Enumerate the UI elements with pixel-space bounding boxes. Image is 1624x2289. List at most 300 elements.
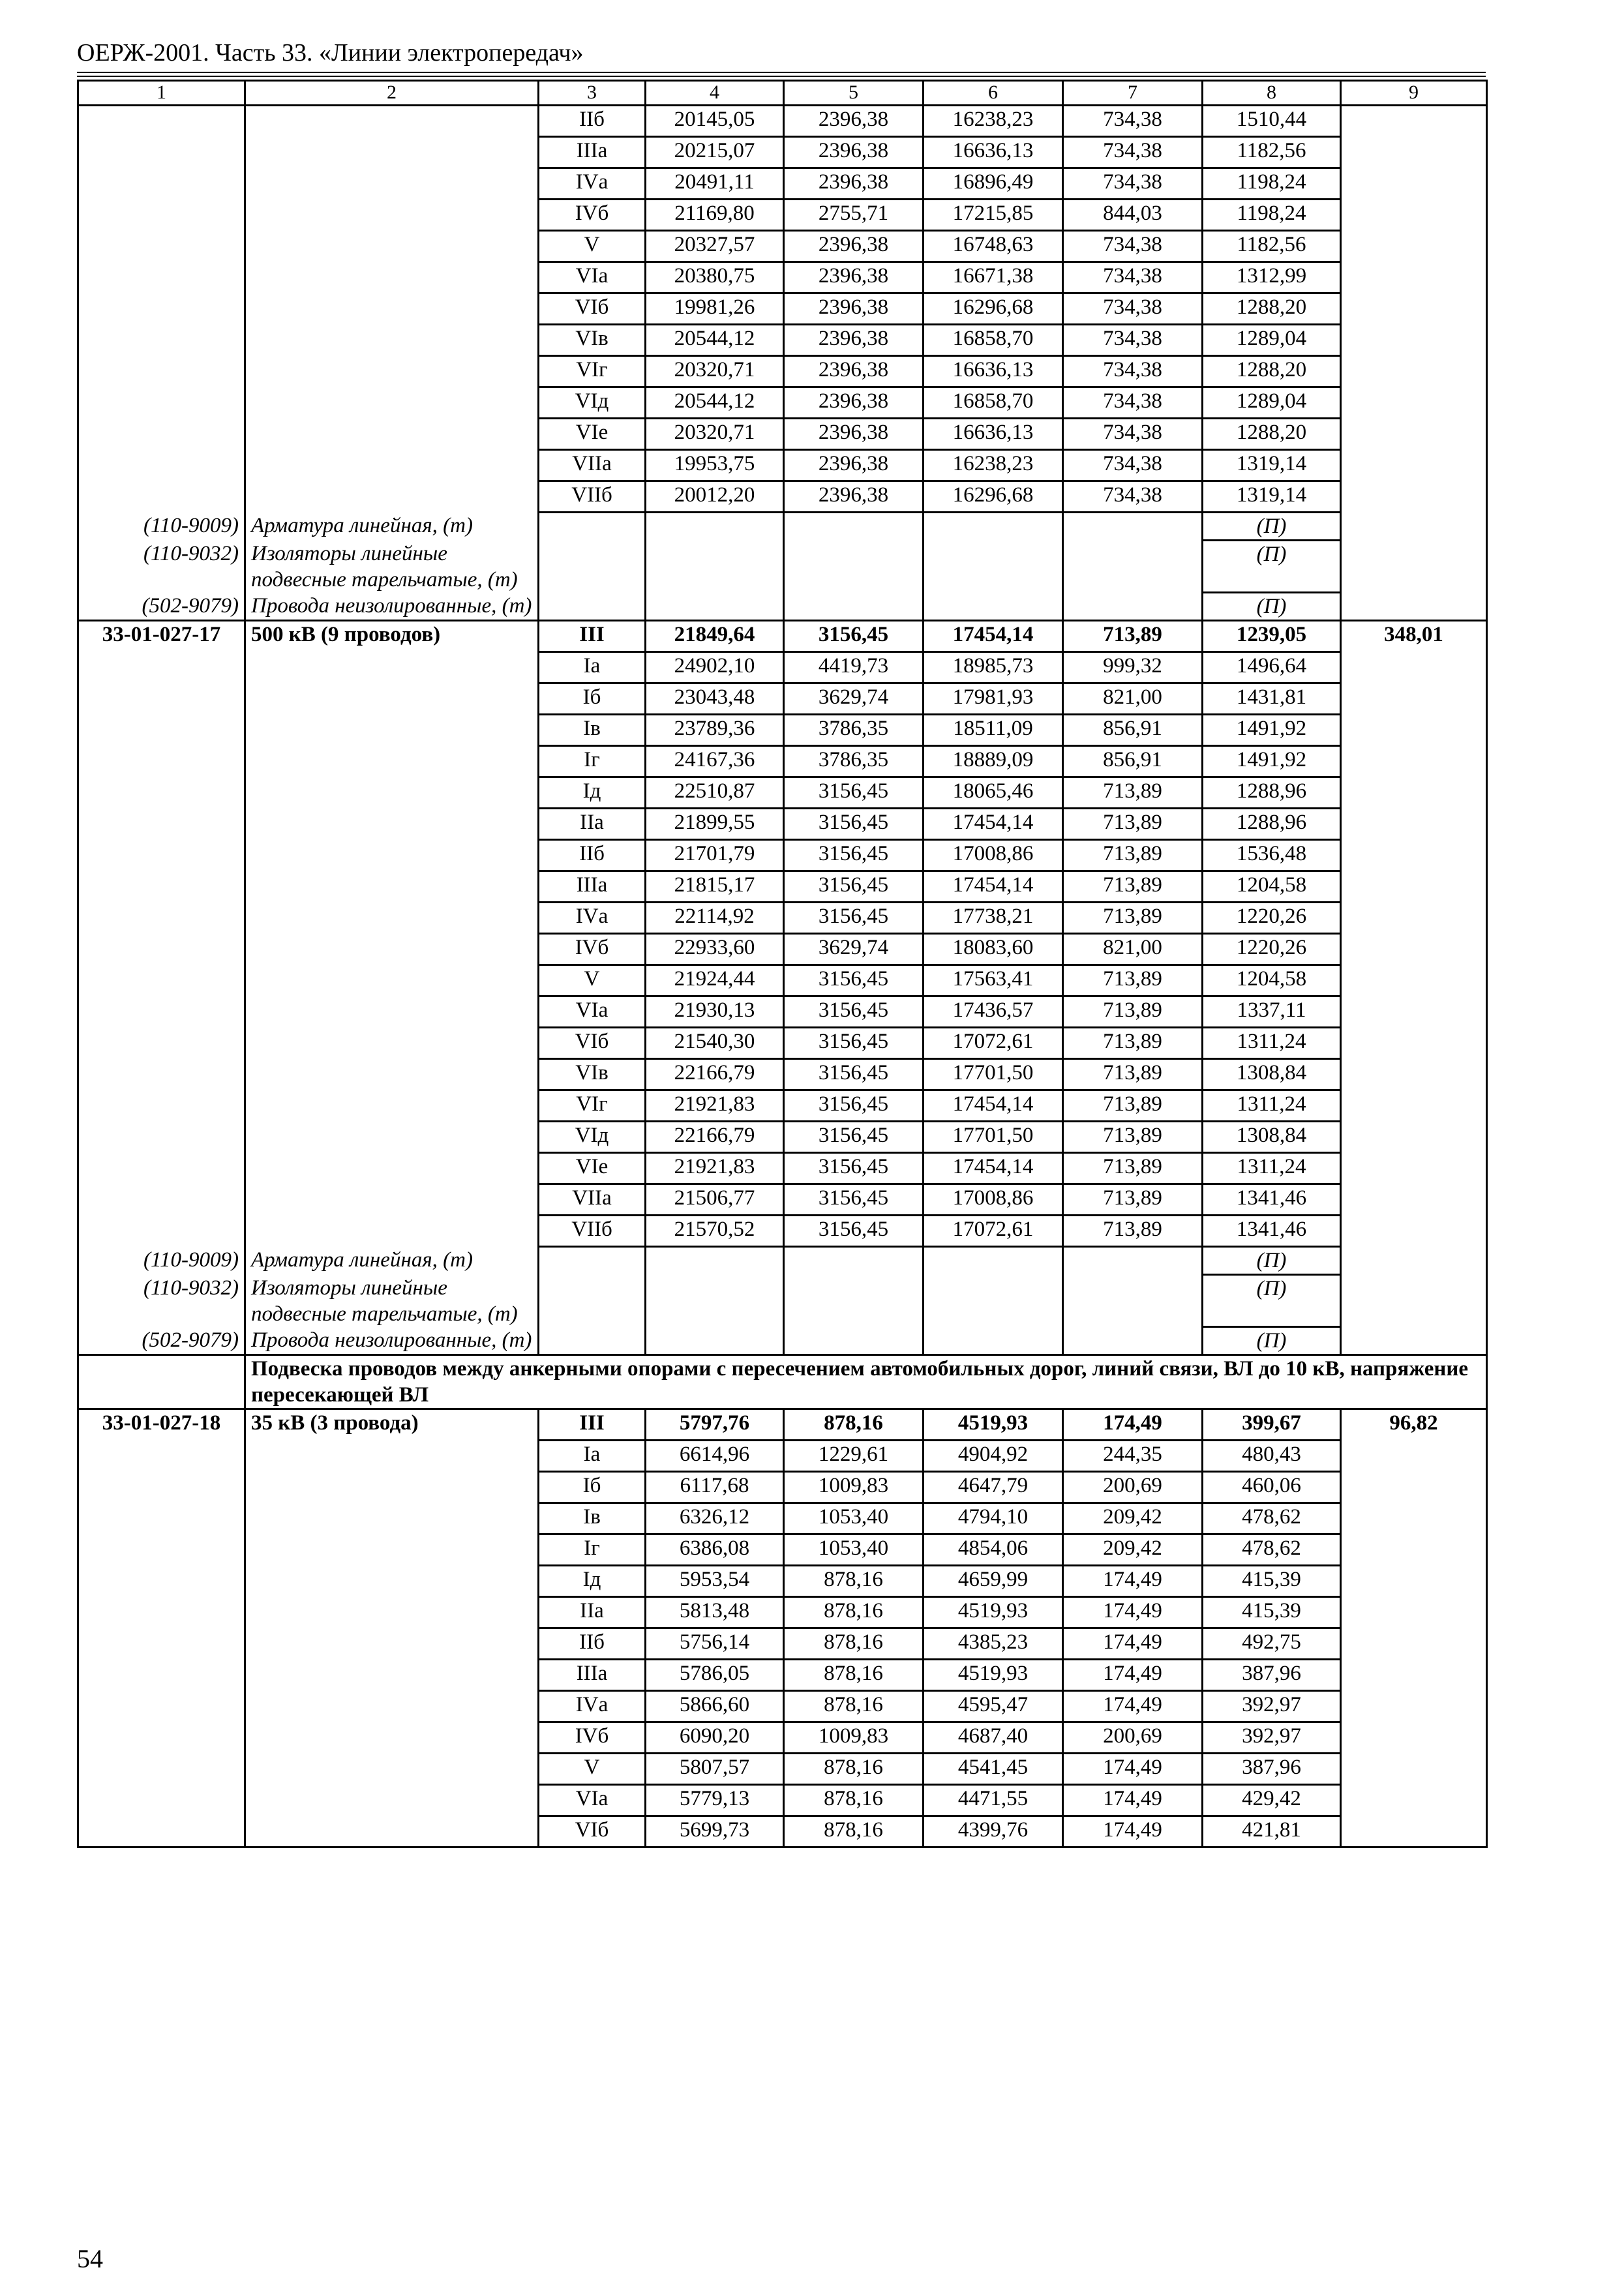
empty-cell bbox=[646, 1327, 784, 1355]
machines-cell: 4854,06 bbox=[924, 1534, 1063, 1566]
machines-cell: 4541,45 bbox=[924, 1754, 1063, 1785]
resource-value: (П) bbox=[1203, 593, 1341, 621]
machinists-wages-cell: 734,38 bbox=[1063, 262, 1203, 293]
zone-cell: VIе bbox=[539, 419, 646, 450]
rate-code bbox=[78, 777, 245, 809]
total-cost-cell: 5699,73 bbox=[646, 1816, 784, 1848]
materials-cell: 1288,20 bbox=[1203, 356, 1341, 387]
rate-name bbox=[245, 419, 539, 450]
wages-cell: 1009,83 bbox=[784, 1722, 924, 1754]
labor-cost-cell bbox=[1341, 200, 1487, 231]
total-cost-cell: 5786,05 bbox=[646, 1660, 784, 1691]
machinists-wages-cell: 174,49 bbox=[1063, 1660, 1203, 1691]
machines-cell: 17701,50 bbox=[924, 1122, 1063, 1153]
machinists-wages-cell: 174,49 bbox=[1063, 1409, 1203, 1441]
zone-cell: IVа bbox=[539, 168, 646, 200]
machinists-wages-cell: 734,38 bbox=[1063, 419, 1203, 450]
rate-name bbox=[245, 1628, 539, 1660]
rate-code bbox=[78, 1816, 245, 1848]
machinists-wages-cell: 734,38 bbox=[1063, 450, 1203, 481]
rate-code bbox=[78, 840, 245, 871]
rate-code bbox=[78, 1184, 245, 1216]
materials-cell: 429,42 bbox=[1203, 1785, 1341, 1816]
labor-cost-cell bbox=[1341, 715, 1487, 746]
wages-cell: 4419,73 bbox=[784, 652, 924, 683]
wages-cell: 2396,38 bbox=[784, 231, 924, 262]
materials-cell: 1510,44 bbox=[1203, 106, 1341, 137]
zone-cell: VIа bbox=[539, 262, 646, 293]
total-cost-cell: 6326,12 bbox=[646, 1503, 784, 1534]
machines-cell: 17072,61 bbox=[924, 1028, 1063, 1059]
labor-cost-cell bbox=[1341, 1566, 1487, 1597]
machines-cell: 4471,55 bbox=[924, 1785, 1063, 1816]
empty-cell bbox=[924, 593, 1063, 621]
zone-cell: VIб bbox=[539, 293, 646, 325]
table-row bbox=[78, 231, 1487, 262]
table-row bbox=[78, 1691, 1487, 1722]
materials-cell: 1311,24 bbox=[1203, 1090, 1341, 1122]
wages-cell: 878,16 bbox=[784, 1785, 924, 1816]
zone-cell: VIг bbox=[539, 356, 646, 387]
column-number-2: 2 bbox=[245, 81, 539, 106]
rate-name bbox=[245, 1566, 539, 1597]
total-cost-cell: 20544,12 bbox=[646, 325, 784, 356]
machines-cell: 17436,57 bbox=[924, 996, 1063, 1028]
wages-cell: 878,16 bbox=[784, 1816, 924, 1848]
total-cost-cell: 22510,87 bbox=[646, 777, 784, 809]
machines-cell: 4519,93 bbox=[924, 1409, 1063, 1441]
resource-name: Арматура линейная, (т) bbox=[245, 1247, 539, 1275]
materials-cell: 1341,46 bbox=[1203, 1216, 1341, 1247]
empty-cell bbox=[924, 1275, 1063, 1327]
empty-cell bbox=[784, 513, 924, 541]
materials-cell: 1288,96 bbox=[1203, 809, 1341, 840]
wages-cell: 3156,45 bbox=[784, 809, 924, 840]
total-cost-cell: 23043,48 bbox=[646, 683, 784, 715]
wages-cell: 3156,45 bbox=[784, 1059, 924, 1090]
machines-cell: 16636,13 bbox=[924, 419, 1063, 450]
machinists-wages-cell: 174,49 bbox=[1063, 1691, 1203, 1722]
wages-cell: 1009,83 bbox=[784, 1472, 924, 1503]
materials-cell: 1319,14 bbox=[1203, 450, 1341, 481]
machines-cell: 16296,68 bbox=[924, 293, 1063, 325]
materials-cell: 1198,24 bbox=[1203, 168, 1341, 200]
machines-cell: 16238,23 bbox=[924, 106, 1063, 137]
materials-cell: 480,43 bbox=[1203, 1441, 1341, 1472]
labor-cost-cell bbox=[1341, 1153, 1487, 1184]
machinists-wages-cell: 713,89 bbox=[1063, 1216, 1203, 1247]
materials-cell: 399,67 bbox=[1203, 1409, 1341, 1441]
column-number-6: 6 bbox=[924, 81, 1063, 106]
rate-code bbox=[78, 996, 245, 1028]
rate-code bbox=[78, 262, 245, 293]
wages-cell: 2755,71 bbox=[784, 200, 924, 231]
empty-cell bbox=[1063, 1247, 1203, 1275]
resource-name: Изоляторы линейные подвесные тарельчатые, (т) bbox=[245, 1275, 539, 1327]
materials-cell: 1288,20 bbox=[1203, 419, 1341, 450]
total-cost-cell: 22166,79 bbox=[646, 1122, 784, 1153]
rate-name bbox=[245, 996, 539, 1028]
zone-cell: III bbox=[539, 621, 646, 652]
table-row bbox=[78, 683, 1487, 715]
machinists-wages-cell: 713,89 bbox=[1063, 903, 1203, 934]
wages-cell: 2396,38 bbox=[784, 137, 924, 168]
zone-cell: IVа bbox=[539, 903, 646, 934]
rate-code bbox=[78, 200, 245, 231]
wages-cell: 3156,45 bbox=[784, 777, 924, 809]
rate-code bbox=[78, 1597, 245, 1628]
total-cost-cell: 21701,79 bbox=[646, 840, 784, 871]
machinists-wages-cell: 734,38 bbox=[1063, 106, 1203, 137]
rate-code bbox=[78, 1441, 245, 1472]
resource-value: (П) bbox=[1203, 1275, 1341, 1327]
rates-table bbox=[77, 80, 1488, 1848]
table-row bbox=[78, 1785, 1487, 1816]
wages-cell: 2396,38 bbox=[784, 481, 924, 513]
labor-cost-cell bbox=[1341, 419, 1487, 450]
total-cost-cell: 22933,60 bbox=[646, 934, 784, 965]
rate-name bbox=[245, 1028, 539, 1059]
rate-name bbox=[245, 1122, 539, 1153]
table-row bbox=[78, 1566, 1487, 1597]
zone-cell: IVб bbox=[539, 1722, 646, 1754]
machines-cell: 4519,93 bbox=[924, 1597, 1063, 1628]
machinists-wages-cell: 713,89 bbox=[1063, 621, 1203, 652]
materials-cell: 1491,92 bbox=[1203, 715, 1341, 746]
wages-cell: 878,16 bbox=[784, 1566, 924, 1597]
zone-cell: IVа bbox=[539, 1691, 646, 1722]
empty-cell bbox=[646, 1247, 784, 1275]
zone-cell: VIг bbox=[539, 1090, 646, 1122]
labor-cost-cell bbox=[1341, 1090, 1487, 1122]
empty-cell bbox=[539, 593, 646, 621]
total-cost-cell: 20215,07 bbox=[646, 137, 784, 168]
total-cost-cell: 6386,08 bbox=[646, 1534, 784, 1566]
zone-cell: IIб bbox=[539, 840, 646, 871]
machines-cell: 4687,40 bbox=[924, 1722, 1063, 1754]
rate-code bbox=[78, 1059, 245, 1090]
machines-cell: 16636,13 bbox=[924, 356, 1063, 387]
machines-cell: 17454,14 bbox=[924, 621, 1063, 652]
table-row bbox=[78, 1184, 1487, 1216]
materials-cell: 1288,96 bbox=[1203, 777, 1341, 809]
table-row bbox=[78, 1472, 1487, 1503]
materials-cell: 1308,84 bbox=[1203, 1059, 1341, 1090]
machines-cell: 17701,50 bbox=[924, 1059, 1063, 1090]
empty-cell bbox=[1063, 541, 1203, 593]
total-cost-cell: 24902,10 bbox=[646, 652, 784, 683]
table-row bbox=[78, 1275, 1487, 1327]
empty-cell bbox=[1341, 1275, 1487, 1327]
labor-cost-cell bbox=[1341, 1503, 1487, 1534]
rate-code bbox=[78, 106, 245, 137]
rate-code: 33-01-027-17 bbox=[78, 621, 245, 652]
rate-code bbox=[78, 325, 245, 356]
machines-cell: 17454,14 bbox=[924, 871, 1063, 903]
empty-cell bbox=[1341, 1247, 1487, 1275]
empty-cell bbox=[924, 541, 1063, 593]
rate-name bbox=[245, 1184, 539, 1216]
total-cost-cell: 21921,83 bbox=[646, 1153, 784, 1184]
rate-code bbox=[78, 1785, 245, 1816]
wages-cell: 878,16 bbox=[784, 1409, 924, 1441]
rate-name bbox=[245, 683, 539, 715]
rate-name bbox=[245, 200, 539, 231]
table-row bbox=[78, 903, 1487, 934]
machines-cell: 16296,68 bbox=[924, 481, 1063, 513]
wages-cell: 3156,45 bbox=[784, 1122, 924, 1153]
labor-cost-cell bbox=[1341, 1754, 1487, 1785]
machines-cell: 16858,70 bbox=[924, 387, 1063, 419]
resource-code: (110-9009) bbox=[78, 1247, 245, 1275]
materials-cell: 478,62 bbox=[1203, 1534, 1341, 1566]
empty-cell bbox=[1341, 513, 1487, 541]
table-row bbox=[78, 593, 1487, 621]
zone-cell: VIа bbox=[539, 1785, 646, 1816]
zone-cell: Iа bbox=[539, 1441, 646, 1472]
machinists-wages-cell: 734,38 bbox=[1063, 293, 1203, 325]
machines-cell: 4904,92 bbox=[924, 1441, 1063, 1472]
total-cost-cell: 21506,77 bbox=[646, 1184, 784, 1216]
machinists-wages-cell: 200,69 bbox=[1063, 1472, 1203, 1503]
zone-cell: IIа bbox=[539, 1597, 646, 1628]
table-row bbox=[78, 541, 1487, 593]
resource-code: (110-9009) bbox=[78, 513, 245, 541]
machinists-wages-cell: 713,89 bbox=[1063, 1028, 1203, 1059]
machines-cell: 18889,09 bbox=[924, 746, 1063, 777]
zone-cell: IVб bbox=[539, 934, 646, 965]
rate-name bbox=[245, 356, 539, 387]
table-row bbox=[78, 777, 1487, 809]
wages-cell: 2396,38 bbox=[784, 262, 924, 293]
resource-code: (110-9032) bbox=[78, 1275, 245, 1327]
rate-name bbox=[245, 809, 539, 840]
empty-cell bbox=[784, 1275, 924, 1327]
rate-name bbox=[245, 1660, 539, 1691]
machines-cell: 4385,23 bbox=[924, 1628, 1063, 1660]
labor-cost-cell bbox=[1341, 1660, 1487, 1691]
resource-value: (П) bbox=[1203, 513, 1341, 541]
labor-cost-cell bbox=[1341, 996, 1487, 1028]
machinists-wages-cell: 174,49 bbox=[1063, 1566, 1203, 1597]
table-row bbox=[78, 1327, 1487, 1355]
page-header-title: ОЕРЖ-2001. Часть 33. «Линии электропередач» bbox=[77, 39, 584, 67]
materials-cell: 392,97 bbox=[1203, 1722, 1341, 1754]
total-cost-cell: 5866,60 bbox=[646, 1691, 784, 1722]
rate-code bbox=[78, 652, 245, 683]
column-number-7: 7 bbox=[1063, 81, 1203, 106]
machinists-wages-cell: 209,42 bbox=[1063, 1534, 1203, 1566]
zone-cell: VIе bbox=[539, 1153, 646, 1184]
rate-name bbox=[245, 481, 539, 513]
zone-cell: Iб bbox=[539, 683, 646, 715]
labor-cost-cell bbox=[1341, 1691, 1487, 1722]
machinists-wages-cell: 734,38 bbox=[1063, 356, 1203, 387]
materials-cell: 1239,05 bbox=[1203, 621, 1341, 652]
column-number-3: 3 bbox=[539, 81, 646, 106]
materials-cell: 1220,26 bbox=[1203, 934, 1341, 965]
rate-code bbox=[78, 871, 245, 903]
machinists-wages-cell: 713,89 bbox=[1063, 1090, 1203, 1122]
materials-cell: 1431,81 bbox=[1203, 683, 1341, 715]
rate-name bbox=[245, 1153, 539, 1184]
materials-cell: 387,96 bbox=[1203, 1754, 1341, 1785]
table-row bbox=[78, 1660, 1487, 1691]
zone-cell: Iа bbox=[539, 652, 646, 683]
materials-cell: 421,81 bbox=[1203, 1816, 1341, 1848]
zone-cell: VIIа bbox=[539, 450, 646, 481]
rate-name bbox=[245, 1090, 539, 1122]
rate-name bbox=[245, 262, 539, 293]
rate-code bbox=[78, 1691, 245, 1722]
rate-name: 35 кВ (3 провода) bbox=[245, 1409, 539, 1441]
table-row bbox=[78, 450, 1487, 481]
machinists-wages-cell: 999,32 bbox=[1063, 652, 1203, 683]
labor-cost-cell bbox=[1341, 481, 1487, 513]
zone-cell: Iд bbox=[539, 777, 646, 809]
rate-name bbox=[245, 965, 539, 996]
table-row bbox=[78, 965, 1487, 996]
rate-name bbox=[245, 1597, 539, 1628]
labor-cost-cell bbox=[1341, 168, 1487, 200]
table-row bbox=[78, 137, 1487, 168]
rate-name bbox=[245, 1816, 539, 1848]
machines-cell: 16671,38 bbox=[924, 262, 1063, 293]
rate-code bbox=[78, 356, 245, 387]
labor-cost-cell bbox=[1341, 262, 1487, 293]
labor-cost-cell bbox=[1341, 1184, 1487, 1216]
rate-name bbox=[245, 903, 539, 934]
rate-name bbox=[245, 652, 539, 683]
empty-cell bbox=[1341, 1327, 1487, 1355]
zone-cell: VIв bbox=[539, 325, 646, 356]
total-cost-cell: 20012,20 bbox=[646, 481, 784, 513]
labor-cost-cell bbox=[1341, 1441, 1487, 1472]
rate-code bbox=[78, 419, 245, 450]
machinists-wages-cell: 174,49 bbox=[1063, 1816, 1203, 1848]
machines-cell: 4595,47 bbox=[924, 1691, 1063, 1722]
materials-cell: 1312,99 bbox=[1203, 262, 1341, 293]
table-row bbox=[78, 1153, 1487, 1184]
labor-cost-cell: 96,82 bbox=[1341, 1409, 1487, 1441]
total-cost-cell: 19981,26 bbox=[646, 293, 784, 325]
rate-code bbox=[78, 1216, 245, 1247]
zone-cell: Iб bbox=[539, 1472, 646, 1503]
empty-cell bbox=[784, 1247, 924, 1275]
resource-code: (502-9079) bbox=[78, 593, 245, 621]
section-title: Подвеска проводов между анкерными опорами с пересечением автомобильных дорог, линий связи, ВЛ до 10 кВ, напряжение пересекающей ВЛ bbox=[245, 1355, 1487, 1409]
labor-cost-cell bbox=[1341, 1722, 1487, 1754]
wages-cell: 3156,45 bbox=[784, 840, 924, 871]
machinists-wages-cell: 200,69 bbox=[1063, 1722, 1203, 1754]
machinists-wages-cell: 174,49 bbox=[1063, 1597, 1203, 1628]
total-cost-cell: 21815,17 bbox=[646, 871, 784, 903]
rate-name bbox=[245, 1785, 539, 1816]
machines-cell: 18511,09 bbox=[924, 715, 1063, 746]
wages-cell: 878,16 bbox=[784, 1660, 924, 1691]
resource-value: (П) bbox=[1203, 1247, 1341, 1275]
column-number-8: 8 bbox=[1203, 81, 1341, 106]
labor-cost-cell bbox=[1341, 231, 1487, 262]
rate-name bbox=[245, 777, 539, 809]
materials-cell: 492,75 bbox=[1203, 1628, 1341, 1660]
table-row bbox=[78, 262, 1487, 293]
materials-cell: 415,39 bbox=[1203, 1597, 1341, 1628]
wages-cell: 3156,45 bbox=[784, 965, 924, 996]
table-row bbox=[78, 513, 1487, 541]
materials-cell: 1289,04 bbox=[1203, 325, 1341, 356]
empty-cell bbox=[646, 513, 784, 541]
empty-cell bbox=[924, 1327, 1063, 1355]
rate-name bbox=[245, 840, 539, 871]
rate-code bbox=[78, 903, 245, 934]
materials-cell: 460,06 bbox=[1203, 1472, 1341, 1503]
total-cost-cell: 6117,68 bbox=[646, 1472, 784, 1503]
zone-cell: Iг bbox=[539, 746, 646, 777]
table-row bbox=[78, 1441, 1487, 1472]
wages-cell: 3156,45 bbox=[784, 1153, 924, 1184]
total-cost-cell: 5756,14 bbox=[646, 1628, 784, 1660]
labor-cost-cell bbox=[1341, 293, 1487, 325]
empty-cell bbox=[1063, 593, 1203, 621]
zone-cell: VIIб bbox=[539, 1216, 646, 1247]
wages-cell: 3156,45 bbox=[784, 871, 924, 903]
total-cost-cell: 20327,57 bbox=[646, 231, 784, 262]
labor-cost-cell bbox=[1341, 903, 1487, 934]
total-cost-cell: 20544,12 bbox=[646, 387, 784, 419]
machinists-wages-cell: 174,49 bbox=[1063, 1628, 1203, 1660]
machines-cell: 17981,93 bbox=[924, 683, 1063, 715]
rate-code bbox=[78, 1628, 245, 1660]
table-row bbox=[78, 481, 1487, 513]
total-cost-cell: 6614,96 bbox=[646, 1441, 784, 1472]
wages-cell: 3156,45 bbox=[784, 1028, 924, 1059]
rate-name bbox=[245, 137, 539, 168]
machinists-wages-cell: 734,38 bbox=[1063, 325, 1203, 356]
wages-cell: 1053,40 bbox=[784, 1503, 924, 1534]
empty-cell bbox=[1341, 593, 1487, 621]
resource-name: Изоляторы линейные подвесные тарельчатые, (т) bbox=[245, 541, 539, 593]
empty-cell bbox=[784, 541, 924, 593]
labor-cost-cell bbox=[1341, 777, 1487, 809]
rate-name bbox=[245, 1754, 539, 1785]
column-number-9: 9 bbox=[1341, 81, 1487, 106]
machinists-wages-cell: 734,38 bbox=[1063, 481, 1203, 513]
rate-code bbox=[78, 1090, 245, 1122]
resource-value: (П) bbox=[1203, 541, 1341, 593]
materials-cell: 1308,84 bbox=[1203, 1122, 1341, 1153]
empty-cell bbox=[924, 513, 1063, 541]
zone-cell: VIд bbox=[539, 1122, 646, 1153]
materials-cell: 1220,26 bbox=[1203, 903, 1341, 934]
materials-cell: 1198,24 bbox=[1203, 200, 1341, 231]
rate-code: 33-01-027-18 bbox=[78, 1409, 245, 1441]
labor-cost-cell bbox=[1341, 1216, 1487, 1247]
zone-cell: IIIа bbox=[539, 1660, 646, 1691]
zone-cell: Iг bbox=[539, 1534, 646, 1566]
machines-cell: 16748,63 bbox=[924, 231, 1063, 262]
wages-cell: 2396,38 bbox=[784, 387, 924, 419]
rate-name bbox=[245, 387, 539, 419]
machinists-wages-cell: 734,38 bbox=[1063, 137, 1203, 168]
total-cost-cell: 21921,83 bbox=[646, 1090, 784, 1122]
labor-cost-cell bbox=[1341, 1472, 1487, 1503]
rate-name bbox=[245, 106, 539, 137]
zone-cell: V bbox=[539, 231, 646, 262]
materials-cell: 1496,64 bbox=[1203, 652, 1341, 683]
total-cost-cell: 21930,13 bbox=[646, 996, 784, 1028]
total-cost-cell: 5779,13 bbox=[646, 1785, 784, 1816]
